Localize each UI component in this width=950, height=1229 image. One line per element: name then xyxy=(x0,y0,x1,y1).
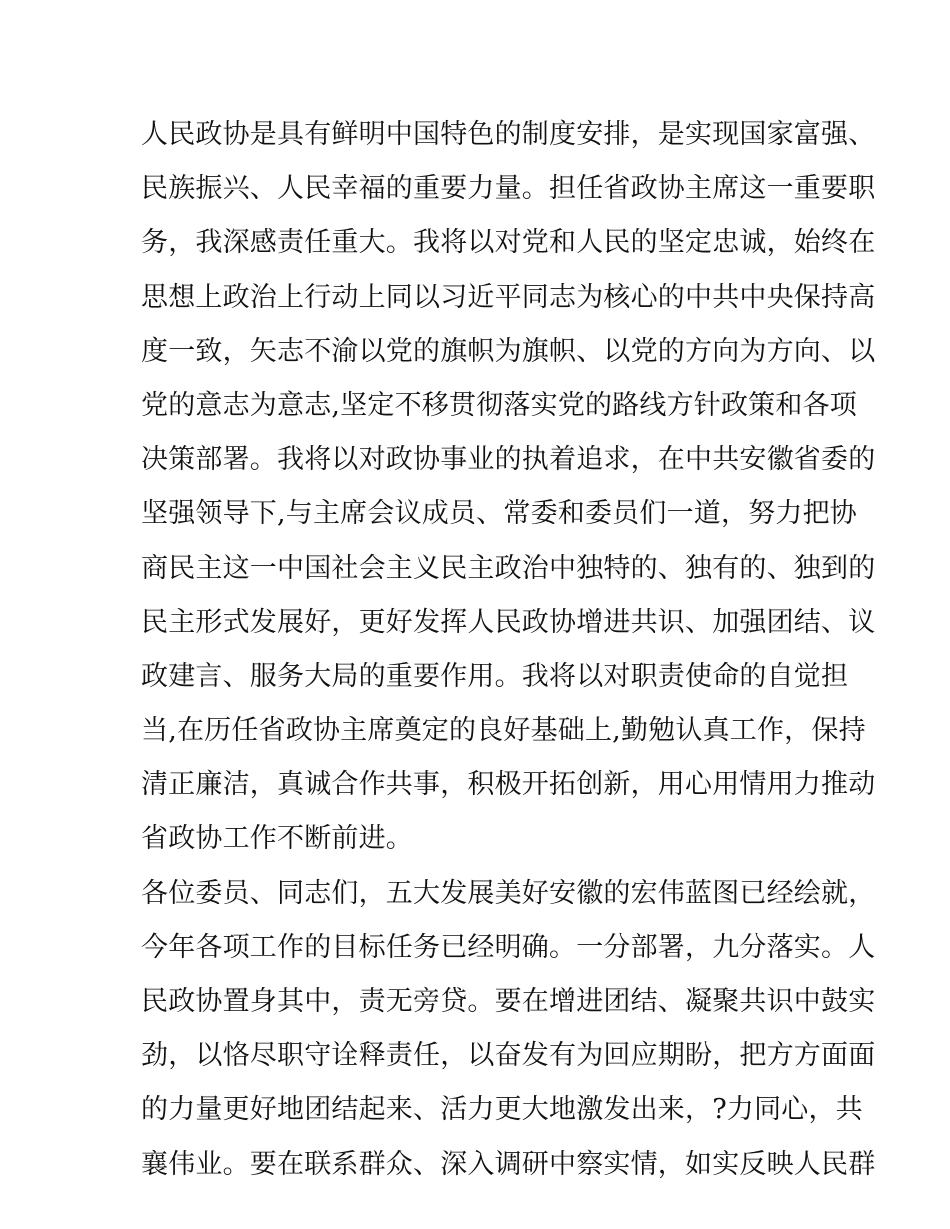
text-line: 襄伟业。要在联系群众、深入调研中察实情，如实反映人民群 xyxy=(141,1148,876,1180)
text-line: 思想上政治上行动上同以习近平同志为核心的中共中央保持高 xyxy=(141,281,876,313)
text-line: 务，我深感责任重大。我将以对党和人民的坚定忠诚，始终在 xyxy=(141,227,876,259)
text-line: 政建言、服务大局的重要作用。我将以对职责使命的自觉担 xyxy=(141,660,849,692)
body-text xyxy=(141,108,876,1192)
text-line: 的力量更好地团结起来、活力更大地激发出来，?力同心，共 xyxy=(141,1094,863,1126)
text-line: 民政协置身其中，责无旁贷。要在增进团结、凝聚共识中鼓实 xyxy=(141,986,876,1017)
text-line: 各位委员、同志们，五大发展美好安徽的宏伟蓝图已经绘就， xyxy=(141,877,876,909)
text-line: 今年各项工作的目标任务已经明确。一分部署，九分落实。人 xyxy=(141,931,876,963)
text-line: 商民主这一中国社会主义民主政治中独特的、独有的、独到的 xyxy=(141,552,876,584)
text-line: 民族振兴、人民幸福的重要力量。担任省政协主席这一重要职 xyxy=(141,173,876,205)
text-line: 省政协工作不断前进。 xyxy=(141,823,413,855)
text-line: 民主形式发展好，更好发挥人民政协增进共识、加强团结、议 xyxy=(141,606,876,638)
text-line: 人民政协是具有鲜明中国特色的制度安排，是实现国家富强、 xyxy=(141,119,876,150)
text-line: 坚强领导下,与主席会议成员、常委和委员们一道，努力把协 xyxy=(141,498,857,530)
text-line: 决策部署。我将以对政协事业的执着追求，在中共安徽省委的 xyxy=(141,444,876,476)
text-line: 党的意志为意志,坚定不移贯彻落实党的路线方针政策和各项 xyxy=(141,389,857,421)
text-line: 度一致，矢志不渝以党的旗帜为旗帜、以党的方向为方向、以 xyxy=(141,335,876,367)
text-line: 清正廉洁，真诚合作共事，积极开拓创新，用心用情用力推动 xyxy=(141,769,876,801)
text-line: 当,在历任省政协主席奠定的良好基础上,勤勉认真工作，保持 xyxy=(141,715,866,747)
text-line: 劲，以恪尽职守诠释责任，以奋发有为回应期盼，把方方面面 xyxy=(141,1040,876,1072)
